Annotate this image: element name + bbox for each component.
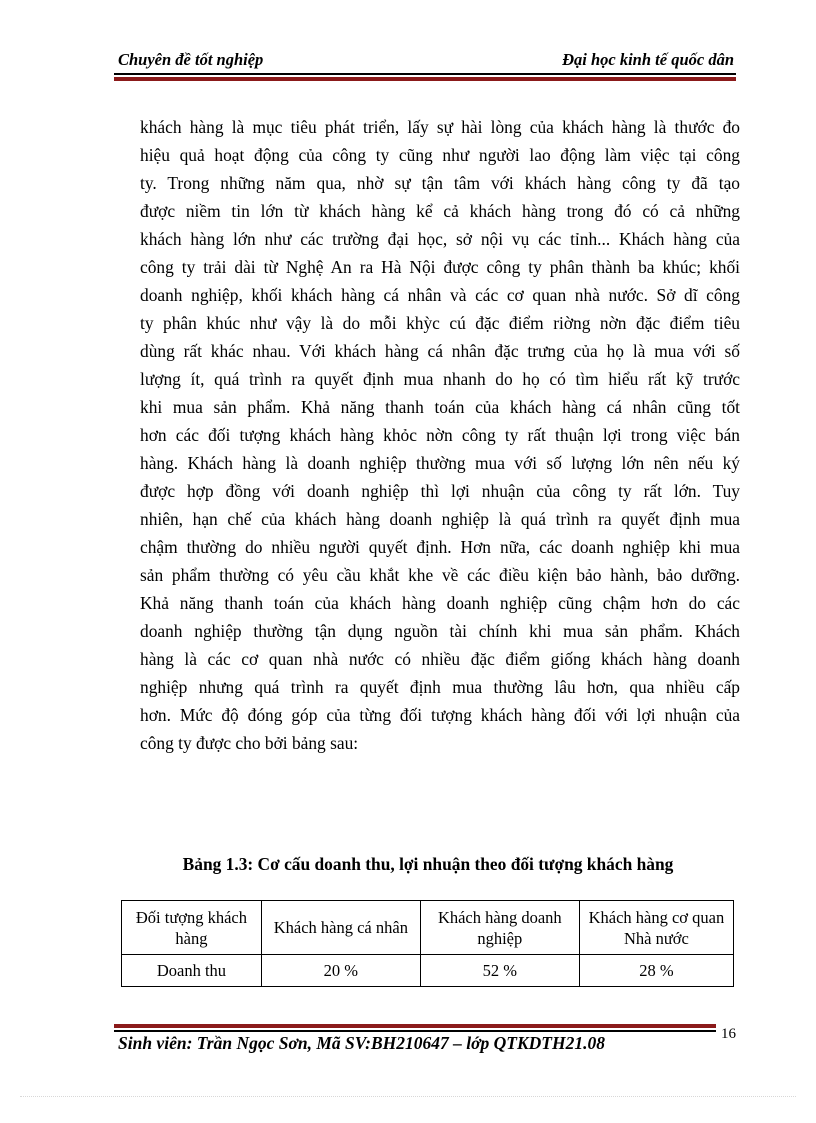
page-boundary-divider xyxy=(20,1096,796,1097)
body-line: Khả năng thanh toán của khách hàng doanh nghiệp cũng chậm hơn do các xyxy=(140,593,740,613)
body-line: được niềm tin lớn từ khách hàng kể cả khách hàng trong đó có cả những xyxy=(140,201,740,221)
table-cell: 52 % xyxy=(420,955,579,987)
body-line: hơn. Mức độ đóng góp của từng đối tượng khách hàng đối với lợi nhuận của xyxy=(140,705,740,725)
table-cell: Doanh thu xyxy=(122,955,262,987)
body-line: khách hàng lớn như các trường đại học, sở nội vụ các tỉnh... Khách hàng của xyxy=(140,229,740,249)
body-line: ty phân khúc như vậy là do mỗi khỳc cú đặc điểm riờng nờn đặc điểm tiêu xyxy=(140,313,740,333)
body-line: lượng ít, quá trình ra quyết định mua nhanh do họ có tìm hiểu rất kỹ trước xyxy=(140,369,740,389)
table-header-cell: Khách hàng doanh nghiệp xyxy=(420,901,579,955)
body-line: hàng. Khách hàng là doanh nghiệp thường mua với số lượng lớn nên nếu ký xyxy=(140,453,740,473)
body-line: công ty được cho bởi bảng sau: xyxy=(140,733,359,753)
body-line: nghiệp nhưng quá trình ra quyết định mua thường lâu hơn, qua nhiều cấp xyxy=(140,677,740,697)
footer-student-info: Sinh viên: Trần Ngọc Sơn, Mã SV:BH210647 – lớp QTKDTH21.08 xyxy=(118,1033,605,1053)
table-caption: Bảng 1.3: Cơ cấu doanh thu, lợi nhuận theo đối tượng khách hàng xyxy=(182,854,674,874)
body-line: doanh nghiệp, khối khách hàng cá nhân và các cơ quan nhà nước. Sở dĩ công xyxy=(140,285,740,305)
page-number: 16 xyxy=(721,1026,736,1042)
body-line: được hợp đồng với doanh nghiệp thì lợi nhuận của công ty rất lớn. Tuy xyxy=(140,481,740,501)
body-line: doanh nghiệp thường tận dụng nguồn tài chính khi mua sản phẩm. Khách xyxy=(140,621,740,641)
body-paragraph xyxy=(140,113,740,757)
body-line: hiệu quả hoạt động của công ty cũng như người lao động làm việc tại công xyxy=(140,145,740,165)
body-line: chậm thường do nhiều người quyết định. Hơn nữa, các doanh nghiệp khi mua xyxy=(140,537,740,557)
table-header-cell: Đối tượng khách hàng xyxy=(122,901,262,955)
body-line: hàng là các cơ quan nhà nước có nhiều đặc điểm giống khách hàng doanh xyxy=(140,649,740,669)
table-header-cell: Khách hàng cá nhân xyxy=(261,901,420,955)
body-line: hơn các đối tượng khách hàng khỏc nờn công ty rất thuận lợi trong việc bán xyxy=(140,425,740,445)
body-line: sản phẩm thường có yêu cầu khắt khe về các điều kiện bảo hành, bảo dưỡng. xyxy=(140,565,740,585)
body-line: khách hàng là mục tiêu phát triển, lấy sự hài lòng của khách hàng là thước đo xyxy=(140,117,740,137)
header-left-title: Chuyên đề tốt nghiệp xyxy=(118,50,264,69)
page-header xyxy=(114,48,736,72)
body-line: dùng rất khác nhau. Với khách hàng cá nhân đặc trưng của họ là mua với số xyxy=(140,341,740,361)
body-line: nhiên, hạn chế của khách hàng doanh nghiệp là quá trình ra quyết định mua xyxy=(140,509,740,529)
customer-revenue-table xyxy=(121,900,734,987)
table-cell: 28 % xyxy=(579,955,733,987)
table-header-cell: Khách hàng cơ quan Nhà nước xyxy=(579,901,733,955)
header-rule xyxy=(114,73,736,75)
table-row xyxy=(122,955,734,987)
table-header-row xyxy=(122,901,734,955)
footer-rule xyxy=(114,1030,716,1032)
footer-rule-accent xyxy=(114,1024,716,1028)
table-cell: 20 % xyxy=(261,955,420,987)
header-rule-accent xyxy=(114,77,736,81)
header-right-title: Đại học kinh tế quốc dân xyxy=(562,50,734,69)
body-line: ty. Trong những năm qua, nhờ sự tận tâm với khách hàng công ty đã tạo xyxy=(140,173,740,193)
body-line: công ty trải dài từ Nghệ An ra Hà Nội được công ty phân thành ba khúc; khối xyxy=(140,257,740,277)
body-line: khi mua sản phẩm. Khả năng thanh toán của khách hàng cá nhân cũng tốt xyxy=(140,397,740,417)
